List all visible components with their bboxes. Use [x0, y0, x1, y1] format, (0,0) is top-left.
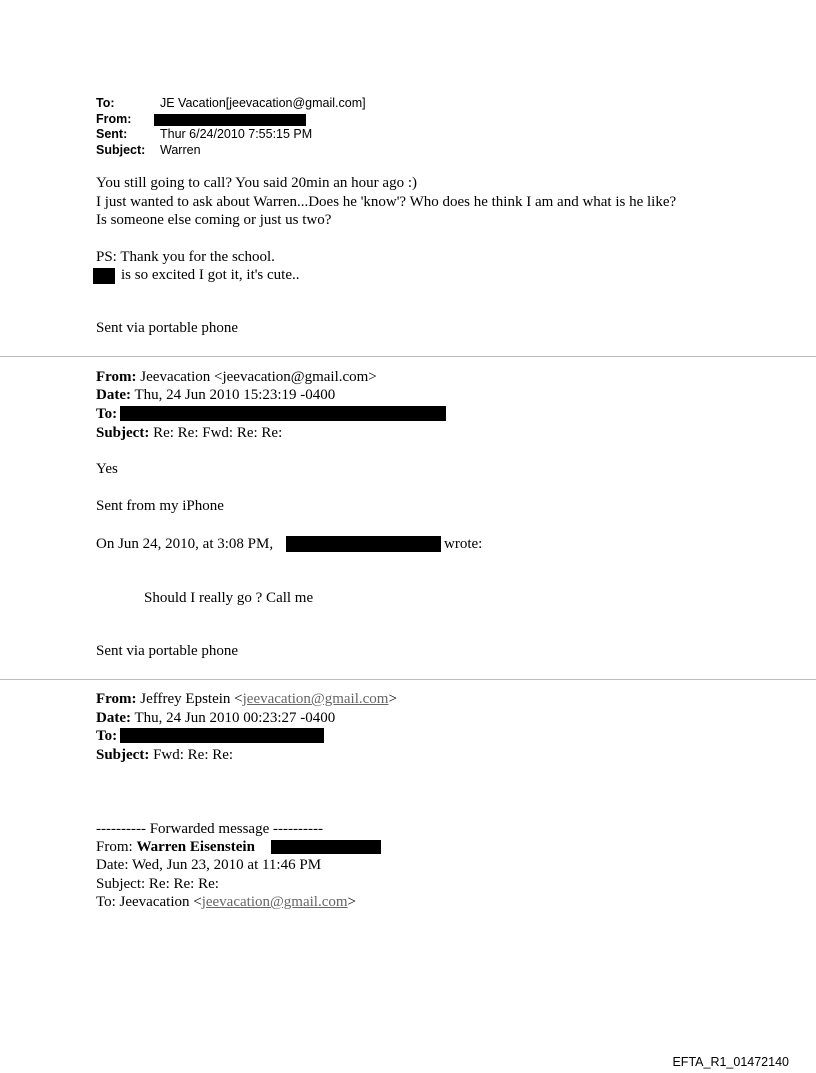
redaction-block: [93, 268, 115, 284]
subject-label: Subject:: [96, 143, 146, 157]
wrote-suffix: wrote:: [444, 536, 483, 552]
quoted-text: Should I really go ? Call me: [144, 590, 314, 606]
fwd-to-prefix: To: Jeevacation <: [96, 894, 202, 910]
from-value: Jeevacation <jeevacation@gmail.com>: [140, 369, 377, 385]
to-line: [96, 727, 117, 745]
fwd-to-line: [96, 893, 356, 911]
signature: Sent from my iPhone: [96, 498, 224, 514]
email-link[interactable]: jeevacation@gmail.com: [242, 691, 389, 707]
signature: Sent via portable phone: [96, 320, 239, 336]
divider: [0, 356, 816, 357]
date-value: Thu, 24 Jun 2010 00:23:27 -0400: [134, 710, 336, 726]
to-label: To:: [96, 728, 118, 744]
email-link[interactable]: jeevacation@gmail.com: [201, 894, 348, 910]
date-line: [96, 386, 335, 404]
body-line: You still going to call? You said 20min an hour ago :): [96, 175, 417, 191]
forwarded-header: ---------- Forwarded message ----------: [96, 821, 323, 837]
from-close: >: [388, 691, 397, 707]
fwd-to-close: >: [347, 894, 357, 910]
subject-value: Warren: [160, 143, 201, 157]
body-line: Is someone else coming or just us two?: [96, 212, 332, 228]
from-line: [96, 690, 397, 708]
subject-label: Subject:: [96, 425, 150, 441]
date-label: Date:: [96, 387, 131, 403]
body-line: I just wanted to ask about Warren...Does he 'know'? Who does he think I am and what is he like?: [96, 194, 677, 210]
fwd-from-name: Warren Eisenstein: [136, 839, 255, 855]
wrote-prefix: On Jun 24, 2010, at 3:08 PM,: [96, 536, 274, 552]
to-line: [96, 405, 117, 423]
redaction-block: [120, 728, 324, 743]
from-label: From:: [96, 691, 137, 707]
subject-line: [96, 424, 282, 442]
date-value: Thu, 24 Jun 2010 15:23:19 -0400: [134, 387, 336, 403]
fwd-date: Date: Wed, Jun 23, 2010 at 11:46 PM: [96, 857, 322, 873]
body-line: Yes: [96, 461, 118, 477]
fwd-from-line: [96, 838, 255, 856]
redaction-block: [286, 536, 441, 552]
to-label: To:: [96, 96, 115, 110]
signature: Sent via portable phone: [96, 643, 239, 659]
body-line: is so excited I got it, it's cute..: [121, 267, 300, 283]
from-line: [96, 368, 377, 386]
from-label: From:: [96, 369, 137, 385]
subject-value: Re: Re: Fwd: Re: Re:: [153, 425, 283, 441]
subject-value: Fwd: Re: Re:: [153, 747, 234, 763]
to-label: To:: [96, 406, 118, 422]
date-label: Date:: [96, 710, 131, 726]
from-name: Jeffrey Epstein <: [140, 691, 243, 707]
redaction-block: [271, 840, 381, 854]
date-line: [96, 709, 335, 727]
sent-label: Sent:: [96, 127, 128, 141]
sent-value: Thur 6/24/2010 7:55:15 PM: [160, 127, 313, 141]
fwd-subject: Subject: Re: Re: Re:: [96, 876, 219, 892]
subject-line: [96, 746, 233, 764]
fwd-from-prefix: From:: [96, 839, 133, 855]
to-value: JE Vacation[jeevacation@gmail.com]: [160, 96, 366, 110]
divider: [0, 679, 816, 680]
document-id: EFTA_R1_01472140: [672, 1055, 789, 1069]
from-label: From:: [96, 112, 132, 126]
ps-line: PS: Thank you for the school.: [96, 249, 275, 265]
redaction-block: [120, 406, 446, 421]
redaction-block: [154, 114, 306, 126]
subject-label: Subject:: [96, 747, 150, 763]
